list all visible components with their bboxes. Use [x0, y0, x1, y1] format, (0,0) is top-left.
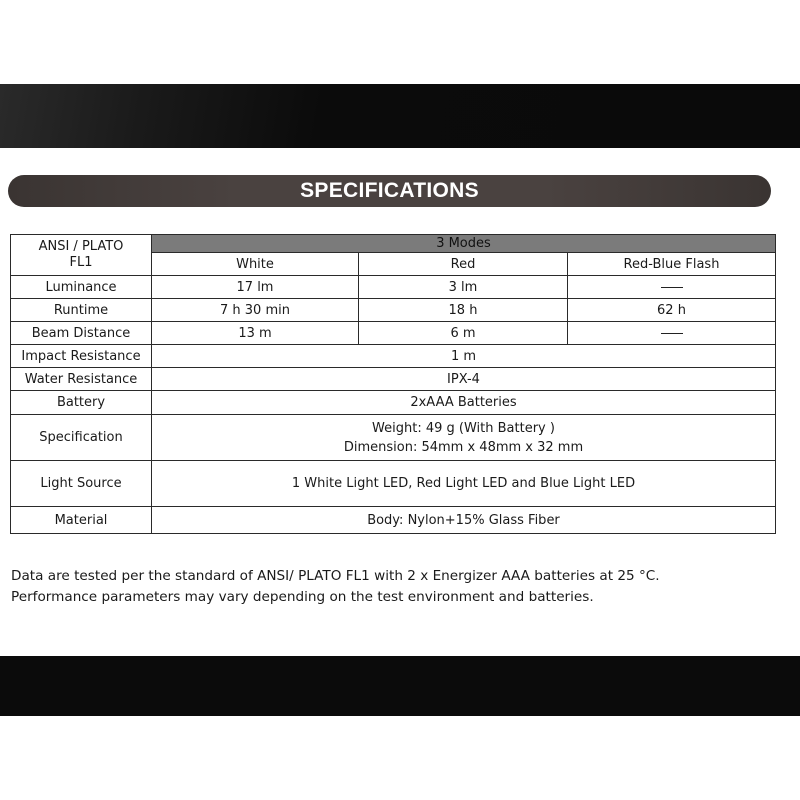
impact-resistance-value: 1 m — [152, 345, 776, 368]
mode-white: White — [152, 253, 359, 276]
note-line-2: Performance parameters may vary depending on the test environment and batteries. — [11, 589, 594, 605]
runtime-flash: 62 h — [568, 299, 776, 322]
specification-value — [152, 415, 776, 461]
table-row — [11, 461, 776, 507]
light-source-value: 1 White Light LED, Red Light LED and Blue Light LED — [152, 461, 776, 507]
row-label-water-resistance: Water Resistance — [11, 368, 152, 391]
modes-header: 3 Modes — [152, 235, 776, 253]
table-row — [11, 276, 776, 299]
row-label-specification: Specification — [11, 415, 152, 461]
standard-label-line2: FL1 — [69, 255, 93, 270]
material-value: Body: Nylon+15% Glass Fiber — [152, 507, 776, 534]
row-label-light-source: Light Source — [11, 461, 152, 507]
table-row — [11, 235, 776, 253]
luminance-red: 3 lm — [359, 276, 568, 299]
specification-weight: Weight: 49 g (With Battery ) — [372, 420, 555, 436]
row-label-luminance: Luminance — [11, 276, 152, 299]
row-label-runtime: Runtime — [11, 299, 152, 322]
table-row — [11, 299, 776, 322]
standard-label-cell — [11, 235, 152, 276]
beam-white: 13 m — [152, 322, 359, 345]
runtime-red: 18 h — [359, 299, 568, 322]
runtime-white: 7 h 30 min — [152, 299, 359, 322]
row-label-battery: Battery — [11, 391, 152, 415]
dash-mark — [661, 333, 683, 334]
row-label-impact-resistance: Impact Resistance — [11, 345, 152, 368]
luminance-flash-dash — [568, 276, 776, 299]
table-row — [11, 345, 776, 368]
dash-mark — [661, 287, 683, 288]
standard-label-line1: ANSI / PLATO — [38, 239, 124, 254]
note-line-1: Data are tested per the standard of ANSI/ PLATO FL1 with 2 x Energizer AAA batteries at 25 °C. — [11, 568, 660, 584]
battery-value: 2xAAA Batteries — [152, 391, 776, 415]
mode-red: Red — [359, 253, 568, 276]
table-row — [11, 507, 776, 534]
table-row — [11, 322, 776, 345]
luminance-white: 17 lm — [152, 276, 359, 299]
specification-dimension: Dimension: 54mm x 48mm x 32 mm — [343, 439, 584, 455]
specifications-table — [10, 234, 776, 534]
section-title: SPECIFICATIONS — [300, 179, 479, 202]
beam-red: 6 m — [359, 322, 568, 345]
table-row — [11, 391, 776, 415]
test-conditions-note — [11, 566, 791, 608]
table-row — [11, 368, 776, 391]
table-row — [11, 415, 776, 461]
section-header-bar — [8, 175, 771, 207]
row-label-material: Material — [11, 507, 152, 534]
row-label-beam-distance: Beam Distance — [11, 322, 152, 345]
mode-red-blue-flash: Red-Blue Flash — [568, 253, 776, 276]
top-dark-banner — [0, 84, 800, 148]
bottom-dark-banner — [0, 656, 800, 716]
water-resistance-value: IPX-4 — [152, 368, 776, 391]
beam-flash-dash — [568, 322, 776, 345]
